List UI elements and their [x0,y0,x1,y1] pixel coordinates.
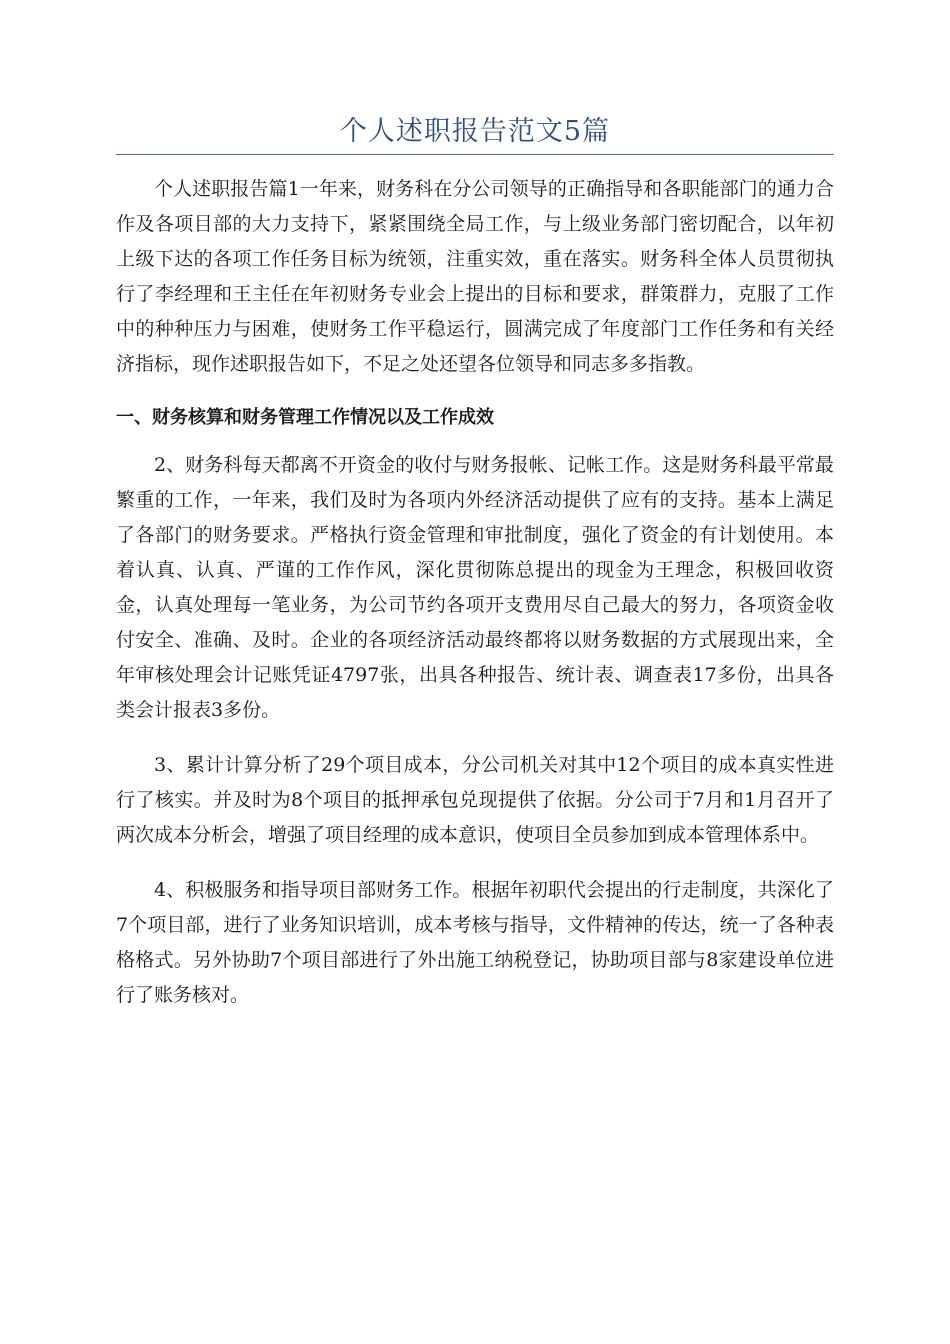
section-heading: 一、财务核算和财务管理工作情况以及工作成效 [116,407,494,428]
paragraph-2: 2、财务科每天都离不开资金的收付与财务报帐、记帐工作。这是财务科最平常最繁重的工作，一年来，我们及时为各项内外经济活动提供了应有的支持。基本上满足了各部门的财务要求。严格执行资金管理和审批制度，强化了资金的有计划使用。本着认真、认真、严谨的工作作风，深化贯彻陈总提出的现金为王理念，积极回收资金，认真处理每一笔业务，为公司节约各项开支费用尽自己最大的努力，各项资金收付安全、准确、及时。企业的各项经济活动最终都将以财务数据的方式展现出来，全年审核处理会计记账凭证4797张，出具各种报告、统计表、调查表17多份，出具各类会计报表3多份。 [116,454,834,721]
paragraph-4: 4、积极服务和指导项目部财务工作。根据年初职代会提出的行走制度，共深化了7个项目部，进行了业务知识培训，成本考核与指导，文件精神的传达，统一了各种表格格式。另外协助7个项目部进行了外出施工纳税登记，协助项目部与8家建设单位进行了账务核对。 [116,879,834,1006]
document-body [116,172,834,1033]
paragraph-3: 3、累计计算分析了29个项目成本，分公司机关对其中12个项目的成本真实性进行了核实。并及时为8个项目的抵押承包兑现提供了依据。分公司于7月和1月召开了两次成本分析会，增强了项目经理的成本意识，使项目全员参加到成本管理体系中。 [116,754,834,846]
document-title: 个人述职报告范文5篇 [339,116,611,147]
intro-paragraph: 个人述职报告篇1一年来，财务科在分公司领导的正确指导和各职能部门的通力合作及各项目部的大力支持下，紧紧围绕全局工作，与上级业务部门密切配合，以年初上级下达的各项工作任务目标为统领，注重实效，重在落实。财务科全体人员贯彻执行了李经理和王主任在年初财务专业会上提出的目标和要求，群策群力，克服了工作中的种种压力与困难，使财务工作平稳运行，圆满完成了年度部门工作任务和有关经济指标，现作述职报告如下，不足之处还望各位领导和同志多多指教。 [116,178,834,375]
title-underline [116,154,834,155]
